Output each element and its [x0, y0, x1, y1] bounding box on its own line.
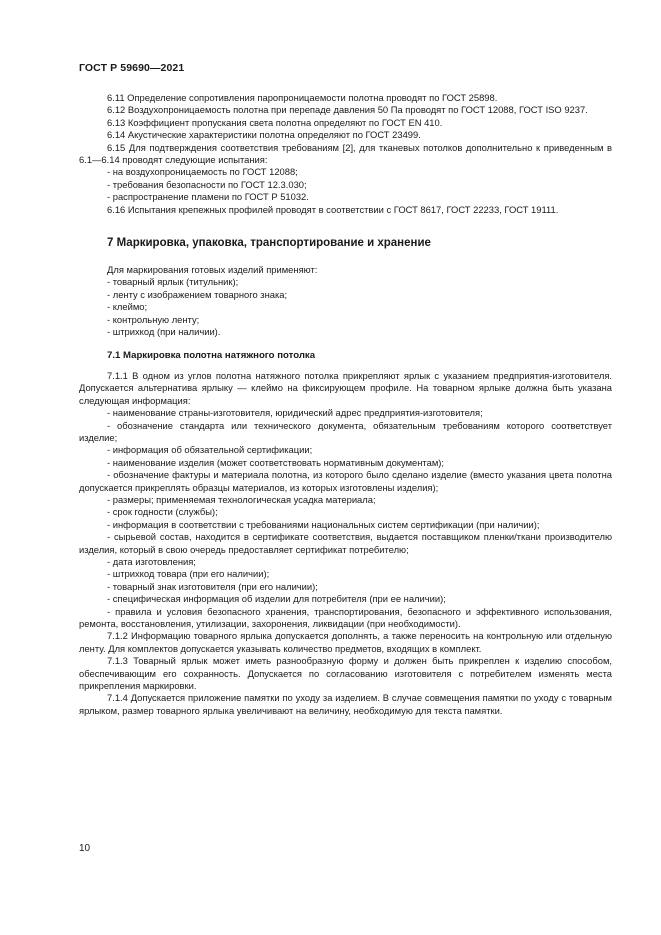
page-header: ГОСТ Р 59690—2021: [79, 62, 185, 74]
subsection-heading: 7.1 Маркировка полотна натяжного потолка: [107, 349, 316, 361]
paragraph: 7.1.2 Информацию товарного ярлыка допускается дополнять, а также переносить на контрольную или отдельную ленту. Для комплектов допускается указывать количество предметов, входящих в комплект.: [79, 630, 612, 654]
section-heading: 7 Маркировка, упаковка, транспортирование и хранение: [107, 237, 431, 250]
page-number: 10: [79, 843, 91, 854]
list-item: - сырьевой состав, находится в сертификате соответствия, выдается поставщиком пленки/ткани производителю изделия, который в свою очередь предоставляет сертификат потребителю;: [79, 531, 612, 555]
paragraph: 6.12 Воздухопроницаемость полотна при перепаде давления 50 Па проводят по ГОСТ 12088, ГОСТ ISO 9237.: [107, 104, 588, 116]
list-item: - клеймо;: [107, 301, 148, 313]
paragraph: 7.1.4 Допускается приложение памятки по уходу за изделием. В случае совмещения памятки по уходу с товарным ярлыком, размер товарного ярлыка увеличивают на величину, необходимую для текста памятки.: [79, 692, 612, 716]
list-item: - штрихкод товара (при его наличии);: [107, 568, 270, 580]
list-item: - размеры; применяемая технологическая усадка материала;: [107, 493, 376, 505]
document-body: [79, 92, 612, 717]
list-item: - штрихкод (при наличии).: [107, 326, 221, 338]
list-item: - наименование страны-изготовителя, юридический адрес предприятия-изготовителя;: [107, 407, 483, 419]
list-item: - обозначение стандарта или технического документа, обязательным требованиям которого соответствует изделие;: [79, 419, 612, 443]
list-item: - товарный ярлык (титульник);: [107, 276, 239, 288]
paragraph: 7.1.3 Товарный ярлык может иметь разнообразную форму и должен быть прикреплен к изделию способом, обеспечивающим его сохранность. Допускается по согласованию изготовителя с потребителем изменять места прикрепления маркировки.: [79, 655, 612, 692]
list-item: - товарный знак изготовителя (при его наличии);: [107, 580, 318, 592]
list-item: - информация об обязательной сертификации;: [107, 444, 313, 456]
list-item: - распространение пламени по ГОСТ Р 51032.: [107, 191, 309, 203]
list-item: - срок годности (службы);: [107, 506, 218, 518]
list-item: - правила и условия безопасного хранения, транспортирования, безопасного и эффективного использования, ремонта, восстановления, утилизации, захоронения, ликвидации (при необходимости).: [79, 605, 612, 630]
paragraph: 6.11 Определение сопротивления паропроницаемости полотна проводят по ГОСТ 25898.: [107, 92, 498, 103]
paragraph: 6.15 Для подтверждения соответствия требованиям [2], для тканевых потолков дополнительно к приведенным в 6.1—6.14 проводят следующие испытания:: [79, 141, 612, 166]
list-item: - информация в соответствии с требованиями национальных систем сертификации (при наличии);: [107, 518, 540, 530]
list-item: - дата изготовления;: [107, 556, 196, 567]
list-item: - ленту с изображением товарного знака;: [107, 288, 288, 300]
paragraph: 7.1.1 В одном из углов полотна натяжного потолка прикрепляют ярлык с указанием предприятия-изготовителя. Допускается альтернатива ярлыку — клеймо на фиксирующем профиле. На товарном ярлыке должна быть указана следующая информация:: [79, 369, 612, 406]
paragraph: Для маркирования готовых изделий применяют:: [107, 264, 318, 276]
list-item: - на воздухопроницаемость по ГОСТ 12088;: [107, 166, 298, 178]
list-item: - контрольную ленту;: [107, 313, 200, 325]
paragraph: 6.14 Акустические характеристики полотна определяют по ГОСТ 23499.: [107, 129, 421, 141]
paragraph: 6.13 Коэффициент пропускания света полотна определяют по ГОСТ EN 410.: [107, 116, 443, 128]
list-item: - наименование изделия (может соответствовать нормативным документам);: [107, 456, 444, 468]
paragraph: 6.16 Испытания крепежных профилей проводят в соответствии с ГОСТ 8617, ГОСТ 22233, ГОСТ 19111.: [107, 203, 559, 215]
list-item: - обозначение фактуры и материала полотна, из которого было сделано изделие (вместо указания цвета полотна допускается прикреплять образцы материалов, из которых изготовлены изделия);: [79, 469, 612, 493]
list-item: - специфическая информация об изделии для потребителя (при ее наличии);: [107, 593, 446, 605]
list-item: - требования безопасности по ГОСТ 12.3.030;: [107, 178, 307, 190]
